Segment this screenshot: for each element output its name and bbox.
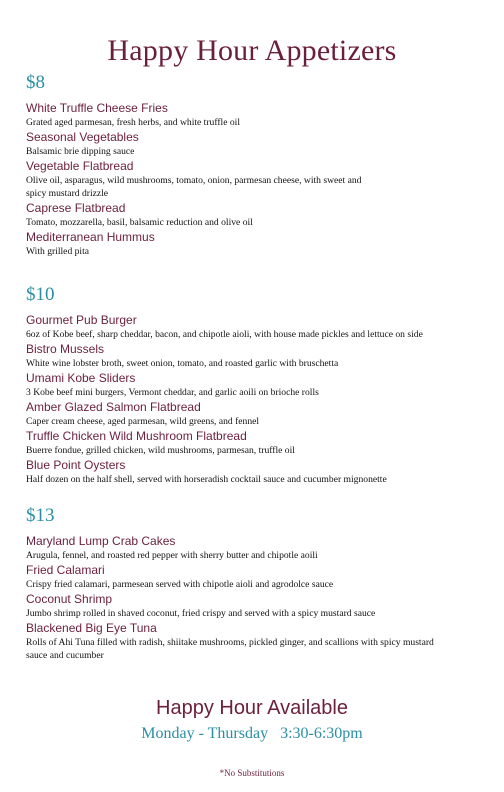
price-heading: $8 xyxy=(26,72,45,93)
menu-item-list xyxy=(26,312,496,486)
menu-item xyxy=(26,100,496,129)
menu-item-name: Fried Calamari xyxy=(26,563,105,577)
menu-item-name: Umami Kobe Sliders xyxy=(26,371,136,385)
menu-item-description: Rolls of Ahi Tuna filled with radish, shiitake mushrooms, pickled ginger, and scallions with spicy mustard sauce and cucumber xyxy=(26,637,434,661)
menu-item-description: With grilled pita xyxy=(26,246,90,257)
menu-item xyxy=(26,229,496,258)
menu-item xyxy=(26,533,496,562)
menu-item-name: Maryland Lump Crab Cakes xyxy=(26,534,176,548)
menu-item xyxy=(26,562,496,591)
price-section-13 xyxy=(26,505,496,662)
menu-item-name: White Truffle Cheese Fries xyxy=(26,101,168,115)
menu-item-name: Amber Glazed Salmon Flatbread xyxy=(26,400,201,414)
menu-item-name: Caprese Flatbread xyxy=(26,201,126,215)
menu-item-description: White wine lobster broth, sweet onion, tomato, and roasted garlic with bruschetta xyxy=(26,358,339,369)
menu-item-description: Balsamic brie dipping sauce xyxy=(26,146,135,157)
menu-item xyxy=(26,129,496,158)
menu-item xyxy=(26,457,496,486)
menu-item-description: 3 Kobe beef mini burgers, Vermont cheddar, and garlic aoili on brioche rolls xyxy=(26,387,319,398)
menu-item-description: Olive oil, asparagus, wild mushrooms, tomato, onion, parmesan cheese, with sweet and spicy mustard drizzle xyxy=(26,175,362,199)
menu-item-name: Coconut Shrimp xyxy=(26,592,113,606)
menu-item xyxy=(26,200,496,229)
menu-item-list xyxy=(26,533,496,662)
price-section-10 xyxy=(26,284,496,486)
menu-item-name: Bistro Mussels xyxy=(26,342,105,356)
footer-note: *No Substitutions xyxy=(219,768,285,778)
footer-title: Happy Hour Available xyxy=(156,697,348,719)
menu-item-name: Mediterranean Hummus xyxy=(26,230,155,244)
menu-item xyxy=(26,428,496,457)
menu-item xyxy=(26,370,496,399)
menu-item-description: Caper cream cheese, aged parmesan, wild greens, and fennel xyxy=(26,416,260,427)
price-heading: $10 xyxy=(26,284,55,305)
menu-item-description: Arugula, fennel, and roasted red pepper with sherry butter and chipotle aoili xyxy=(26,550,318,561)
menu-item-name: Vegetable Flatbread xyxy=(26,159,134,173)
menu-item-description: Half dozen on the half shell, served with horseradish cocktail sauce and cucumber mignonette xyxy=(26,474,387,485)
menu-item xyxy=(26,312,496,341)
menu-item-name: Gourmet Pub Burger xyxy=(26,313,137,327)
menu-item-name: Seasonal Vegetables xyxy=(26,130,139,144)
menu-item-name: Truffle Chicken Wild Mushroom Flatbread xyxy=(26,429,247,443)
menu-item-description: Jumbo shrimp rolled in shaved coconut, fried crispy and served with a spicy mustard sauce xyxy=(26,608,376,619)
menu-item-name: Blue Point Oysters xyxy=(26,458,126,472)
menu-item-description: Buerre fondue, grilled chicken, wild mushrooms, parmesan, truffle oil xyxy=(26,445,295,456)
menu-item-description: Grated aged parmesan, fresh herbs, and white truffle oil xyxy=(26,117,241,128)
menu-item-description: 6oz of Kobe beef, sharp cheddar, bacon, and chipotle aioli, with house made pickles and lettuce on side xyxy=(26,329,423,340)
menu-item xyxy=(26,591,496,620)
footer-hours: Monday - Thursday 3:30-6:30pm xyxy=(141,725,363,742)
menu-item xyxy=(26,399,496,428)
menu-item-list xyxy=(26,100,496,258)
price-heading: $13 xyxy=(26,505,55,526)
menu-item xyxy=(26,620,496,662)
menu-item xyxy=(26,341,496,370)
menu-item-name: Blackened Big Eye Tuna xyxy=(26,621,157,635)
price-section-8 xyxy=(26,72,496,258)
menu-title: Happy Hour Appetizers xyxy=(107,34,397,67)
menu-item-description: Tomato, mozzarella, basil, balsamic reduction and olive oil xyxy=(26,217,253,228)
menu-item-description: Crispy fried calamari, parmesean served with chipotle aioli and agrodolce sauce xyxy=(26,579,334,590)
menu-item xyxy=(26,158,496,200)
